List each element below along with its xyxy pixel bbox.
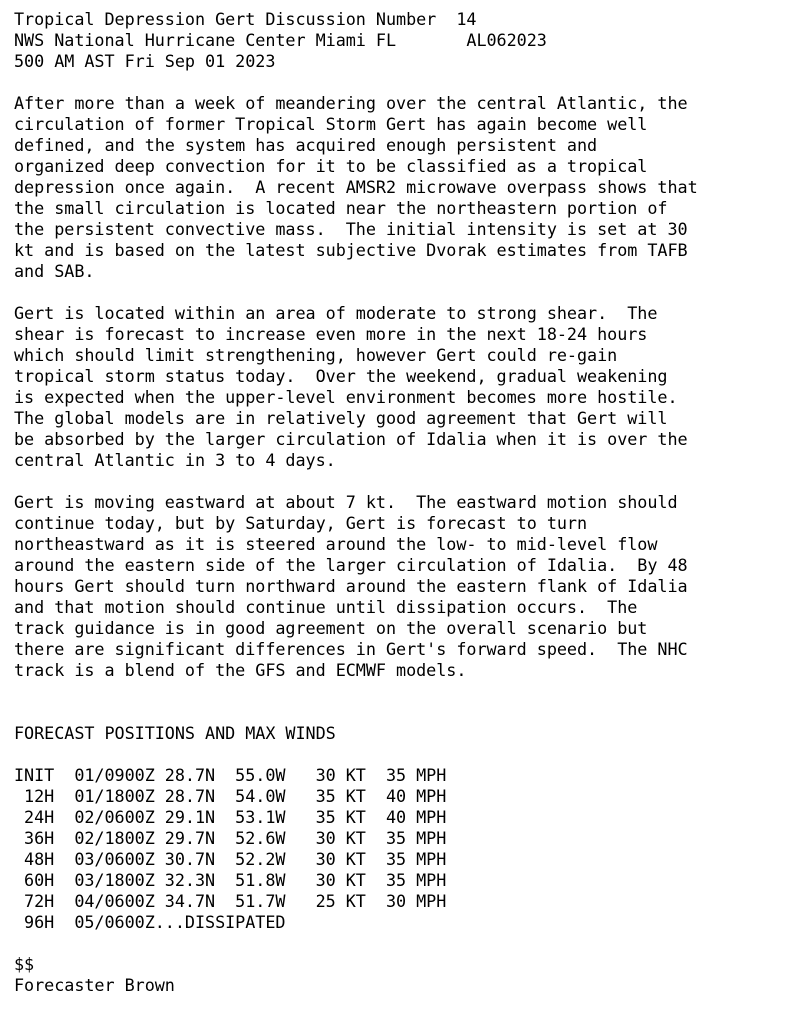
text-line: there are significant differences in Gert's forward speed. The NHC (14, 639, 688, 659)
forecast-row: 24H 02/0600Z 29.1N 53.1W 35 KT 40 MPH (14, 807, 447, 827)
text-line: After more than a week of meandering over the central Atlantic, the (14, 93, 688, 113)
spacer (14, 471, 789, 492)
spacer (14, 744, 789, 765)
footer-block (14, 954, 789, 996)
spacer (14, 681, 789, 723)
text-line: depression once again. A recent AMSR2 microwave overpass shows that (14, 177, 698, 197)
paragraph-intensity (14, 93, 789, 282)
paragraph-shear (14, 303, 789, 471)
text-line: be absorbed by the larger circulation of Idalia when it is over the (14, 429, 688, 449)
spacer (14, 72, 789, 93)
forecast-section (14, 723, 789, 933)
text-line: Gert is moving eastward at about 7 kt. The eastward motion should (14, 492, 678, 512)
forecast-row: 72H 04/0600Z 34.7N 51.7W 25 KT 30 MPH (14, 891, 447, 911)
forecaster-signature: Forecaster Brown (14, 975, 175, 995)
forecast-table (14, 765, 789, 933)
forecast-row: 12H 01/1800Z 28.7N 54.0W 35 KT 40 MPH (14, 786, 447, 806)
forecast-row: INIT 01/0900Z 28.7N 55.0W 30 KT 35 MPH (14, 765, 447, 785)
text-line: is expected when the upper-level environment becomes more hostile. (14, 387, 678, 407)
forecast-row: 96H 05/0600Z...DISSIPATED (14, 912, 286, 932)
text-line: the persistent convective mass. The initial intensity is set at 30 (14, 219, 688, 239)
text-line: northeastward as it is steered around the low- to mid-level flow (14, 534, 658, 554)
issue-time: 500 AM AST Fri Sep 01 2023 (14, 51, 276, 71)
spacer (14, 933, 789, 954)
header-block (14, 9, 789, 72)
text-line: organized deep convection for it to be classified as a tropical (14, 156, 648, 176)
text-line: defined, and the system has acquired enough persistent and (14, 135, 598, 155)
end-marker: $$ (14, 954, 35, 974)
text-line: the small circulation is located near the northeastern portion of (14, 198, 668, 218)
text-line: circulation of former Tropical Storm Gert has again become well (14, 114, 648, 134)
text-line: track is a blend of the GFS and ECMWF models. (14, 660, 467, 680)
text-line: track guidance is in good agreement on the overall scenario but (14, 618, 648, 638)
issuing-office: NWS National Hurricane Center Miami FL AL062023 (14, 30, 547, 50)
text-line: which should limit strengthening, however Gert could re-gain (14, 345, 618, 365)
discussion-title: Tropical Depression Gert Discussion Number 14 (14, 9, 477, 29)
spacer (14, 282, 789, 303)
text-line: central Atlantic in 3 to 4 days. (14, 450, 336, 470)
text-line: tropical storm status today. Over the weekend, gradual weakening (14, 366, 668, 386)
text-line: continue today, but by Saturday, Gert is forecast to turn (14, 513, 588, 533)
discussion-document (14, 9, 789, 996)
text-line: kt and is based on the latest subjective Dvorak estimates from TAFB (14, 240, 688, 260)
forecast-row: 48H 03/0600Z 30.7N 52.2W 30 KT 35 MPH (14, 849, 447, 869)
text-line: around the eastern side of the larger circulation of Idalia. By 48 (14, 555, 688, 575)
text-line: hours Gert should turn northward around the eastern flank of Idalia (14, 576, 688, 596)
forecast-row: 36H 02/1800Z 29.7N 52.6W 30 KT 35 MPH (14, 828, 447, 848)
text-line: Gert is located within an area of moderate to strong shear. The (14, 303, 658, 323)
text-line: and that motion should continue until dissipation occurs. The (14, 597, 638, 617)
text-line: and SAB. (14, 261, 95, 281)
paragraph-track (14, 492, 789, 681)
text-line: shear is forecast to increase even more in the next 18-24 hours (14, 324, 648, 344)
forecast-heading: FORECAST POSITIONS AND MAX WINDS (14, 723, 336, 743)
forecast-row: 60H 03/1800Z 32.3N 51.8W 30 KT 35 MPH (14, 870, 447, 890)
text-line: The global models are in relatively good agreement that Gert will (14, 408, 668, 428)
